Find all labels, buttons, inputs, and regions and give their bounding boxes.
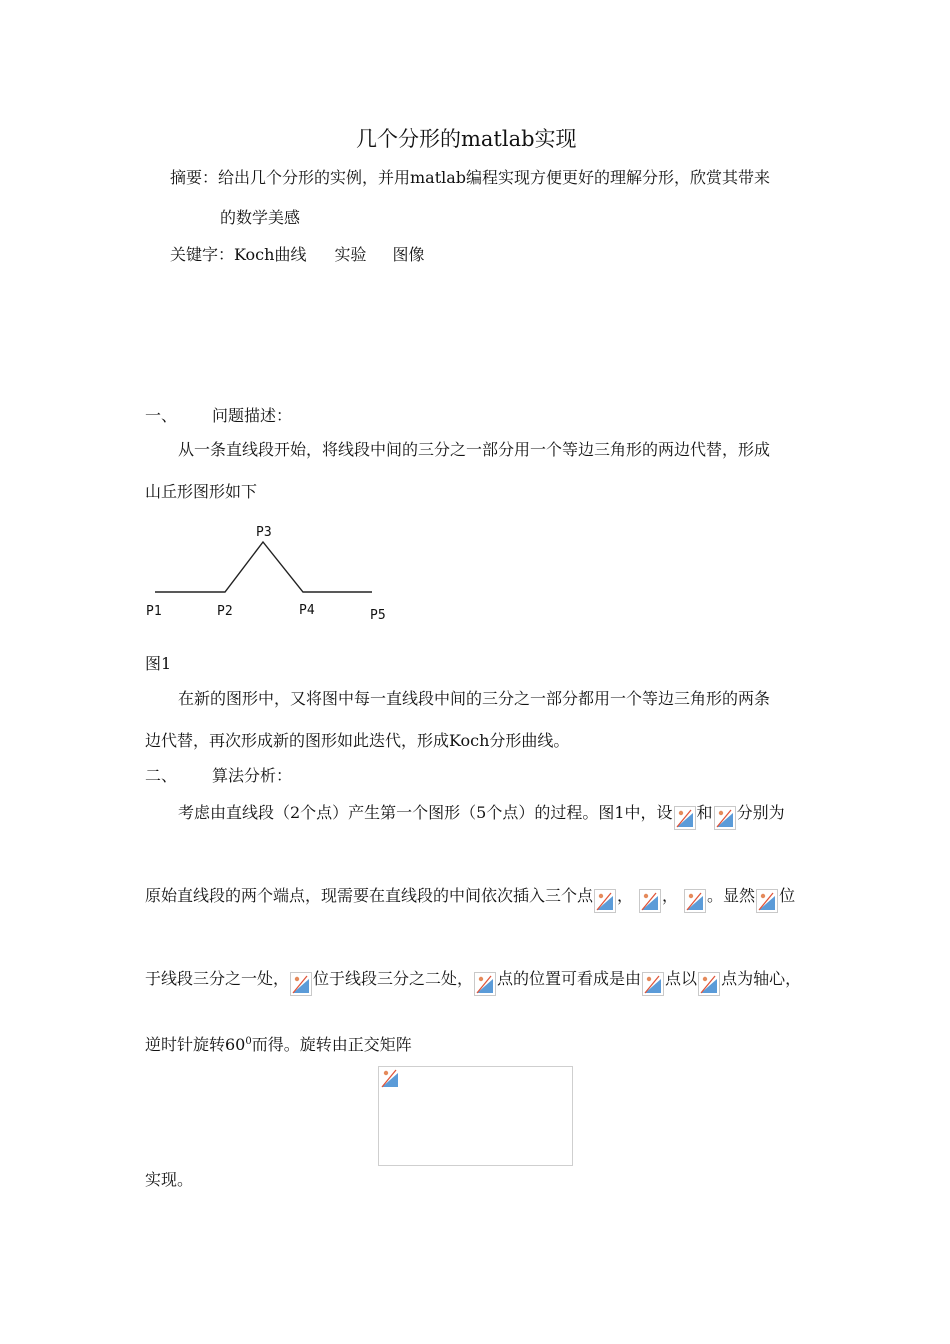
degree-superscript: 0 (245, 1036, 252, 1047)
broken-image-icon (594, 889, 616, 913)
section-2-line-3: 于线段三分之一处， 位于线段三分之二处， 点的位置可看成是由 点以 点为轴心， (145, 969, 801, 996)
keywords-line (170, 245, 424, 265)
section-2-line-1: 考虑由直线段（2个点）产生第一个图形（5个点）的过程。图1中，设 和 分别为 (178, 803, 785, 830)
point-label-p2: P2 (217, 604, 233, 619)
broken-image-icon (714, 806, 736, 830)
keyword-koch: Koch曲线 (234, 245, 307, 264)
broken-image-icon (674, 806, 696, 830)
section-1-paragraph-line-1: 从一条直线段开始，将线段中间的三分之一部分用一个等边三角形的两边代替，形成 (178, 440, 771, 459)
broken-image-icon (474, 972, 496, 996)
keyword-experiment: 实验 (334, 245, 367, 264)
section-1-heading: 问题描述： (212, 406, 293, 425)
broken-image-icon (684, 889, 706, 913)
keyword-image: 图像 (392, 245, 425, 264)
section-2-line-4: 逆时针旋转$60^0$而得。旋转由正交矩阵 (145, 1035, 412, 1054)
section-1-number: 一、 (145, 406, 178, 425)
keywords-label: 关键字： (170, 245, 235, 264)
broken-image-icon (380, 1067, 400, 1089)
broken-image-icon (698, 972, 720, 996)
abstract-line-2: 的数学美感 (220, 208, 301, 227)
abstract-line-1: 摘要：给出几个分形的实例，并用matlab编程实现方便更好的理解分形，欣赏其带来 (170, 168, 771, 187)
point-label-p4: P4 (299, 603, 315, 618)
section-2-number: 二、 (145, 766, 178, 785)
section-2-line-5: 实现。 (145, 1170, 194, 1189)
section-2-heading: 算法分析： (212, 766, 293, 785)
figure-1-caption: 图1 (145, 654, 172, 673)
point-label-p5: P5 (370, 608, 386, 623)
point-label-p3: P3 (256, 525, 272, 540)
section-1-paragraph-line-2: 山丘形图形如下 (145, 482, 258, 501)
paragraph-2-line-1: 在新的图形中，又将图中每一直线段中间的三分之一部分都用一个等边三角形的两条 (178, 689, 771, 708)
document-title: 几个分形的matlab实现 (356, 127, 577, 151)
paragraph-2-line-2: 边代替，再次形成新的图形如此迭代，形成Koch分形曲线。 (145, 731, 570, 750)
broken-image-icon (639, 889, 661, 913)
broken-image-icon (756, 889, 778, 913)
rotation-matrix-image (378, 1066, 573, 1166)
section-2-line-2: 原始直线段的两个端点，现需要在直线段的中间依次插入三个点 ， ， 。显然 位 (145, 886, 795, 913)
point-label-p1: P1 (146, 604, 162, 619)
broken-image-icon (642, 972, 664, 996)
broken-image-icon (290, 972, 312, 996)
koch-generator-path (155, 542, 372, 592)
